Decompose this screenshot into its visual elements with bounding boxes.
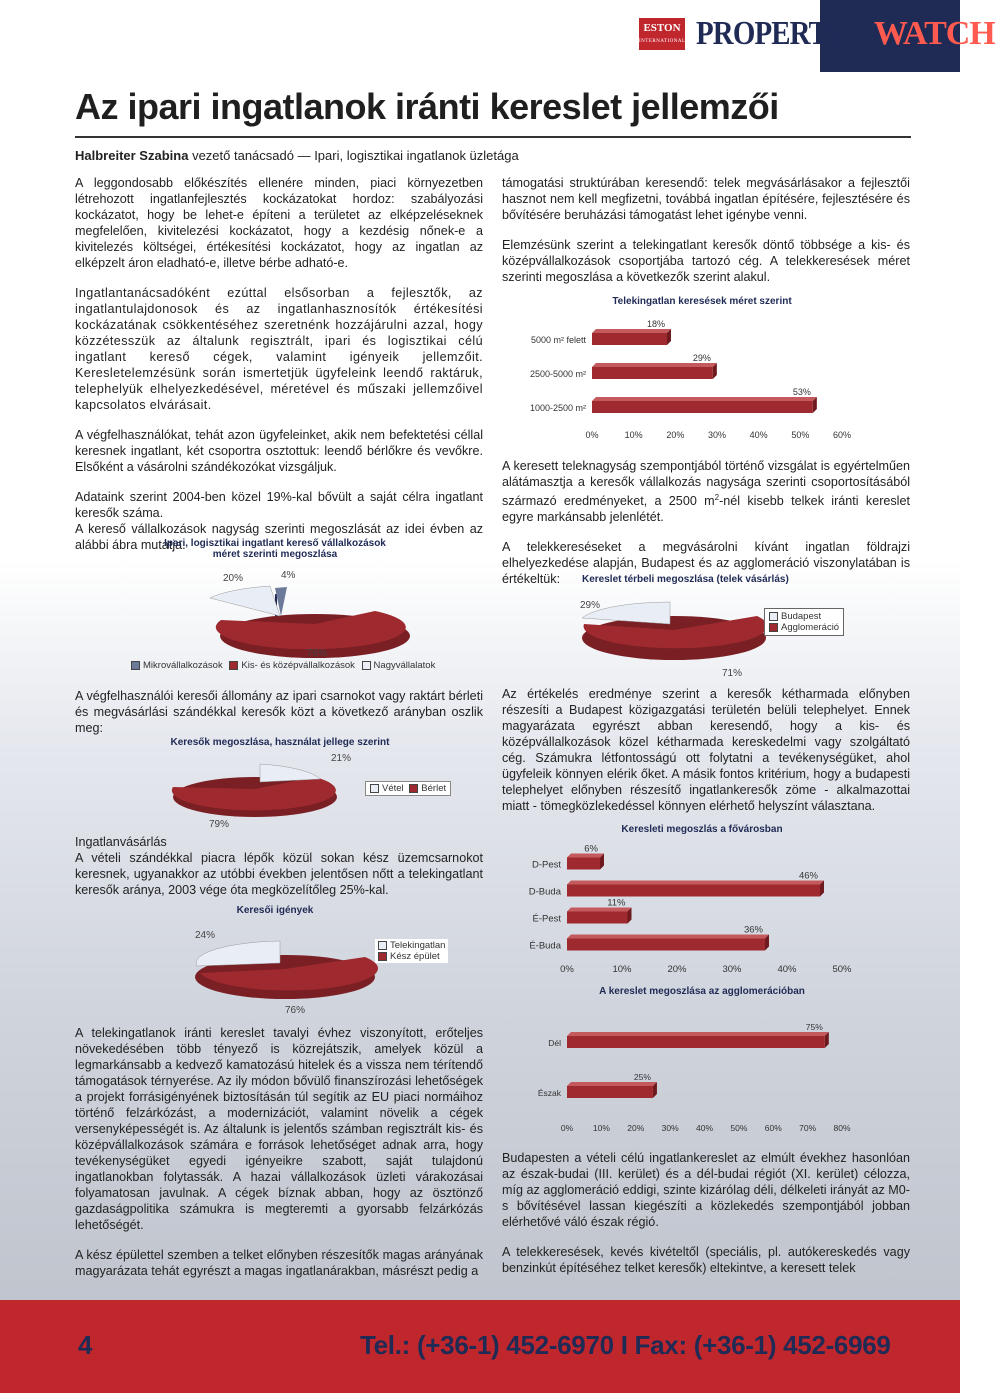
legend-swatch (378, 941, 387, 950)
data-label: 21% (331, 753, 352, 764)
legend-label: Nagyvállalatok (373, 660, 436, 671)
data-label: 18% (646, 319, 665, 329)
bar-top (567, 935, 769, 939)
bar-top (567, 1032, 829, 1036)
data-label: 29% (692, 353, 711, 363)
bar-chart-agglomeration (502, 982, 910, 1142)
chart-title: Telekingatlan keresések méret szerint (612, 296, 792, 307)
legend (764, 608, 844, 636)
chart-title: Keresői igények (236, 905, 314, 916)
chart-budapest (502, 820, 910, 980)
title-divider (75, 136, 911, 138)
category-label: 5000 m² felett (530, 335, 586, 345)
paragraph: A telekkereséseket a megvásárolni kívánt ingatlan földrajzi elhelyezkedése alapján, Budapest és az agglomeráció viszonylatában is értékeltük: (502, 540, 910, 587)
data-label: 29% (580, 600, 601, 611)
author-name: Halbreiter Szabina (75, 148, 189, 163)
author-role: vezető tanácsadó — Ipari, logisztikai ingatlanok üzletága (192, 148, 519, 163)
legend-label: Bérlet (421, 783, 447, 794)
bar-top (592, 363, 717, 367)
paragraph: Ingatlantanácsadóként ezúttal elsősorban a fejlesztők, az ingatlantulajdonosok és az ingatlanhasznosítók értékesítési kockázatának csökkentéséhez szeretnénk hozzájárulni azzal, hogy közzétesszük az általunk regisztrált, ipari és logisztikai célú ingatlant kereső cégek, valamint igényeik jellemzőit. Keresletelemzésünk során ismertetjük ügyfeleink leendő raktáruk, telephelyük elhelyezkedésével, méretével és műszaki jellemzőivel kapcsolatos elvárásait. (75, 286, 483, 412)
legend-swatch (769, 623, 778, 632)
page-number: 4 (78, 1330, 93, 1360)
bar-top (592, 397, 817, 401)
legend (131, 660, 435, 671)
category-label: D-Pest (531, 859, 561, 871)
bar (567, 912, 628, 924)
legend-swatch (362, 661, 371, 670)
logo-text: ESTON (643, 22, 681, 34)
tick-label: 0% (585, 430, 599, 440)
paragraph: A vételi szándékkal piacra lépők közül sokan kész üzemcsarnokot keresnek, ugyanakkor az utóbbi években jelentősen nőtt a telekingatlant keresők aránya, 2003 vége óta megközelítőleg 25%-kal. (75, 851, 483, 897)
data-label: 53% (792, 387, 811, 397)
tick-label: 30% (707, 430, 727, 440)
data-label: 25% (633, 1072, 651, 1082)
section-heading: Ingatlanvásárlás (75, 835, 167, 849)
tick-label: 10% (612, 964, 632, 975)
chart-title: Keresleti megoszlás a fővárosban (621, 824, 783, 835)
pie-chart-1 (75, 536, 483, 676)
chart-demand (75, 903, 483, 1018)
legend (375, 939, 448, 963)
tick-label: 0% (560, 1123, 574, 1133)
data-label: 76% (285, 1005, 306, 1016)
bar-chart-plot-size (502, 292, 910, 452)
chart-agglomeration (502, 982, 910, 1142)
legend-swatch (131, 661, 140, 670)
category-label: É-Buda (529, 940, 561, 952)
right-column-3 (502, 686, 910, 828)
tick-label: 10% (592, 1123, 610, 1133)
article-title: Az ipari ingatlanok iránti kereslet jellemzői (75, 86, 779, 127)
tick-label: 60% (832, 430, 852, 440)
tick-label: 30% (661, 1123, 679, 1133)
data-label: 24% (195, 930, 216, 941)
bar (567, 885, 820, 897)
paragraph: A telekkeresések, kevés kivételtől (speciális, pl. autókereskedés vagy benzinkút építéséhez telket keresők) eltekintve, a keresett telek (502, 1245, 910, 1275)
data-label: 46% (798, 870, 818, 882)
bar (592, 367, 713, 379)
tick-label: 20% (667, 964, 687, 975)
paragraph: A végfelhasználói keresői állomány az ipari csarnokot vagy raktárt bérleti és megvásárlási szándékkal keresők közt a következő arányban oszlik meg: (75, 689, 483, 735)
bar-top (567, 881, 824, 885)
left-column (75, 175, 483, 553)
data-label: 6% (584, 843, 598, 855)
legend-label: Telekingatlan (390, 940, 446, 951)
data-label: 36% (743, 924, 763, 936)
data-label: 75% (805, 1022, 823, 1032)
right-column-4 (502, 1150, 910, 1290)
category-label: 1000-2500 m² (529, 403, 586, 413)
legend-swatch (229, 661, 238, 670)
byline (75, 148, 519, 163)
bar-chart-budapest (502, 820, 910, 980)
paragraph: Budapesten a vételi célú ingatlankereslet az elmúlt évekhez hasonlóan az észak-budai (III. kerület) és a dél-budai régiót (XI. kerület) célozza, míg az agglomeráció eddigi, szinte kizárólag déli, délkeleti irányát az M0-s bővítésével lassan kiegészíti a közlekedés szempontjából jobban elérhetővé váló észak régió. (502, 1151, 910, 1229)
bar-top (567, 1082, 657, 1086)
data-label: 71% (722, 668, 743, 679)
category-label: Dél (548, 1038, 561, 1048)
category-label: 2500-5000 m² (529, 369, 586, 379)
pie-slice-telek (196, 941, 280, 966)
tick-label: 0% (560, 964, 574, 975)
bar-top (592, 329, 671, 333)
tick-label: 40% (749, 430, 768, 440)
bar (567, 858, 600, 870)
paragraph: Elemzésünk szerint a telekingatlant keresők döntő többsége a kis- és középvállalkozások csoportjába tartozó cég. A telekkeresések méret szerinti megoszlása a következők szerint alakul. (502, 238, 910, 284)
legend-swatch (409, 784, 418, 793)
legend-label: Kis- és középvállalkozások (241, 660, 355, 671)
tick-label: 70% (799, 1123, 817, 1133)
legend-swatch (378, 952, 387, 961)
bar (592, 401, 813, 413)
pie-slice-nagy (210, 586, 280, 616)
chart-title: Kereslet térbeli megoszlása (telek vásárlás) (582, 574, 789, 585)
tick-label: 40% (777, 964, 797, 975)
chart-size-distribution (75, 536, 483, 676)
legend (365, 781, 451, 796)
legend-swatch (370, 784, 379, 793)
brand-watch: WATCH (873, 15, 995, 52)
legend-label: Agglomeráció (781, 622, 840, 633)
paragraph (502, 458, 910, 525)
paragraph-part: Adataink szerint 2004-ben közel 19%-kal bővült a saját célra ingatlant keresők száma. (75, 490, 483, 520)
tick-label: 10% (624, 430, 643, 440)
bar (567, 1086, 653, 1098)
paragraph-part: A kereső vállalkozások nagyság szerinti megoszlását az idei évben az alábbi ábra mutatja. (75, 522, 483, 552)
paragraph: A leggondosabb előkészítés ellenére minden, piaci környezetben létrehozott ingatlanfejlesztés kockázatokat hordoz: szabályozási kockázatot, hogy be lehet-e építeni a területet az elképzeléseknek megfelelően, kivitelezési kockázatot, hogy a kezdésig nőnek-e a kivitelezés költségei, értékesítési kockázatot, hogy az ingatlan az elképzelt áron eladható-e, illetve bérbe adható-e. (75, 176, 483, 270)
data-label: 76% (307, 648, 328, 659)
left-column-3 (75, 834, 483, 912)
tick-label: 50% (832, 964, 852, 975)
eston-logo (638, 17, 686, 51)
legend-label: Kész épület (390, 951, 440, 962)
left-column-4 (75, 1025, 483, 1293)
tick-label: 60% (764, 1123, 782, 1133)
logo-subtext: INTERNATIONAL (639, 39, 686, 44)
chart-usage (75, 737, 483, 832)
chart-plot-size (502, 292, 910, 452)
tick-label: 30% (722, 964, 742, 975)
legend-label: Vétel (382, 783, 404, 794)
brand-property: PROPERTY (696, 15, 848, 52)
tick-label: 50% (730, 1123, 748, 1133)
data-label: 20% (223, 573, 244, 584)
chart-title: Ipari, logisztikai ingatlant kereső vállalkozások méret szerinti megoszlása (164, 538, 386, 560)
paragraph: támogatási struktúrában keresendő: telek megvásárlásakor a fejlesztői hasznot nem kell megfizetni, továbbá ingatlan építésére, fejlesztésére és bővítésére beruházási támogatást lehet igénybe venni. (502, 176, 910, 222)
contact-info: Tel.: (+36-1) 452-6970 I Fax: (+36-1) 452-6969 (360, 1330, 891, 1360)
paragraph: A végfelhasználókat, tehát azon ügyfeleinket, akik nem befektetési céllal keresnek ingatlant, két csoportra osztottuk: leendő bérlőkre és vevőkre. Elsőként a vásárolni szándékozókat vizsgáljuk. (75, 428, 483, 474)
paragraph: A telekingatlanok iránti kereslet tavalyi évhez viszonyított, erőteljes növekedésében több tényező is közrejátszik, amelyek közül a legmarkánsabb a kedvező kamatozású hitelek és a vissza nem térítendő támogatások térnyerése. Az ily módon bővülő finanszírozási lehetőségek a projekt forrásigényének biztosításán túl segítik az EU piaci normáihoz történő felzárkózást, a modernizációt, valamint növelik a cégek versenyképességét is. Az általunk is jelentős számban regisztrált kis- és középvállalkozások számára e források lehetőséget adnak arra, hogy tevékenységüket egyedi igényeikre szabott, saját tulajdonú ingatlanokban folytassák. A hazai vállalkozások üzleti várakozásai folyamatosan javulnak. A cégek bíznak abban, hogy az ösztönző gazdaságpolitika számukra is megteremti a gyorsabb felzárkózás lehetőségét. (75, 1026, 483, 1232)
data-label: 4% (281, 570, 296, 581)
paragraph-part: -nél kisebb telkek iránti kereslet egyre markánsabb jelenlétét. (502, 494, 910, 525)
bar (592, 333, 667, 345)
legend-swatch (769, 612, 778, 621)
data-label: 11% (607, 897, 626, 909)
chart-title: Keresők megoszlása, használat jellege szerint (170, 737, 390, 748)
tick-label: 50% (791, 430, 810, 440)
chart-title: A kereslet megoszlása az agglomerációban (599, 986, 805, 997)
paragraph: A kész épülettel szemben a telket előnyben részesítők magas arányának magyarázata tehát egyrészt a magas ingatlanárakban, másrészt pedig a (75, 1248, 483, 1278)
bar (567, 939, 765, 951)
tick-label: 80% (833, 1123, 851, 1133)
tick-label: 20% (627, 1123, 645, 1133)
superscript: 2 (714, 493, 720, 502)
data-label: 79% (209, 819, 230, 830)
chart-spatial (502, 572, 910, 682)
paragraph: Az értékelés eredménye szerint a keresők kétharmada előnyben részesíti a Budapest közigazgatási területén belüli telephelyet. Ennek magyarázata egyrészt abban keresendő, hogy a kis- és középvállalkozások közel kétharmada kereskedelmi vagy szolgáltató cég. Számukra létfontosságú ott folytatni a tevékenységüket, ahol ügyfeleik könnyen elérik őket. A másik fontos kritérium, hogy a budapesti telephelyet előnyben részesítő ingatlankeresők zöme - alkalmazottai miatt - tömegközlekedéssel könnyen elérhető helyszínt választana. (502, 687, 910, 813)
legend-label: Mikrovállalkozások (143, 660, 223, 671)
tick-label: 20% (666, 430, 685, 440)
bar (567, 1036, 825, 1048)
pie-slice-vetel (260, 764, 320, 782)
brand-logo (638, 14, 995, 54)
legend-label: Budapest (781, 611, 822, 622)
pie-chart-5 (502, 572, 910, 682)
category-label: D-Buda (528, 886, 561, 898)
paragraph-part: A keresett teleknagyság szempontjából történő vizsgálat is egyértelműen alátámasztja a keresők vállalkozás nagysága szerinti csoportosításából származó eredményeket, a 2500 m (502, 459, 910, 509)
category-label: Észak (537, 1088, 561, 1098)
category-label: É-Pest (532, 913, 561, 925)
tick-label: 40% (695, 1123, 714, 1133)
right-column (502, 175, 910, 299)
